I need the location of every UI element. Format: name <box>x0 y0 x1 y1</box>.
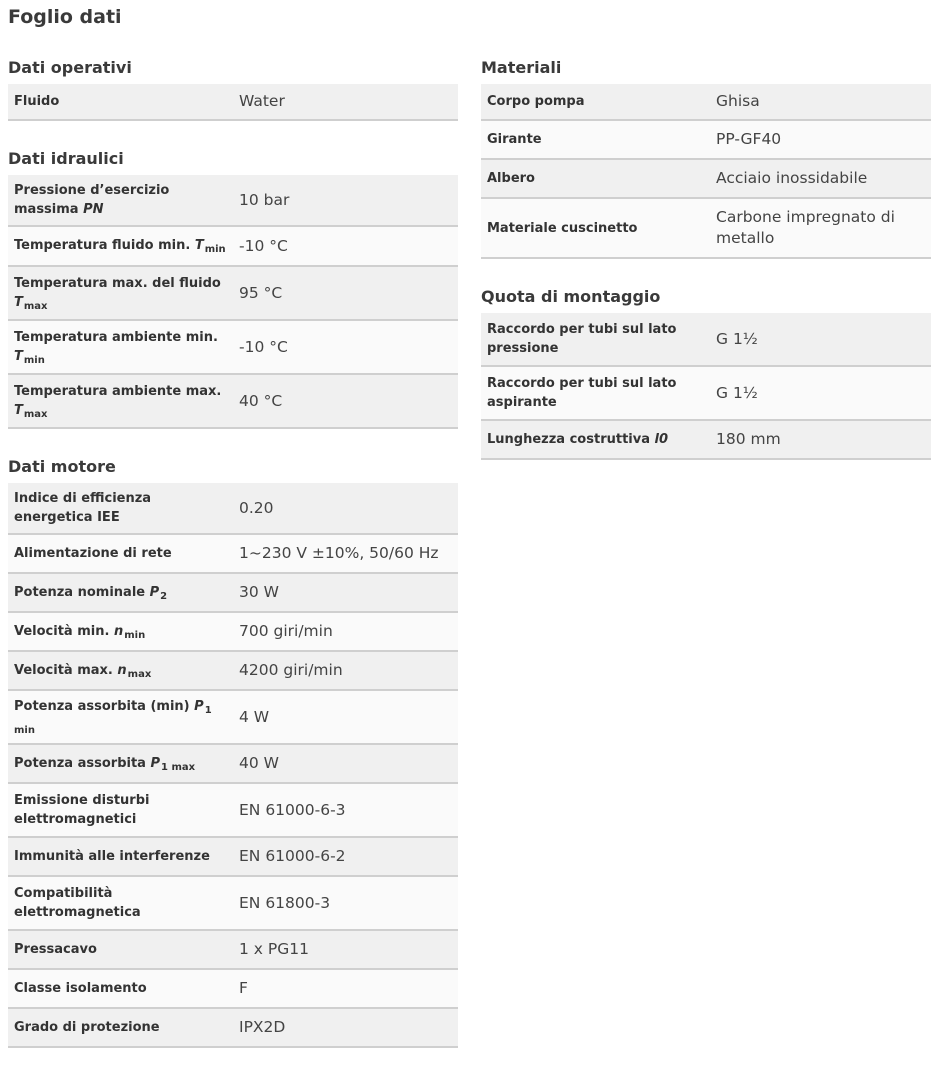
spec-symbol: T <box>14 294 23 310</box>
spec-symbol: P <box>194 699 204 714</box>
spec-value: -10 °C <box>239 236 288 255</box>
spec-value: 30 W <box>239 583 279 601</box>
spec-row-emissione-disturbi-elettromagnetici <box>8 784 458 838</box>
spec-row-fluido <box>8 84 458 121</box>
spec-table <box>8 84 458 121</box>
spec-label-text: Grado di protezione <box>14 1020 160 1035</box>
spec-value: 1 x PG11 <box>239 940 309 958</box>
spec-value: EN 61800-3 <box>239 893 331 912</box>
spec-value: 0.20 <box>239 498 274 517</box>
spec-label-text: Potenza nominale <box>14 584 146 600</box>
spec-row-velocita-max <box>8 652 458 691</box>
spec-label-text: Temperatura fluido min. <box>14 238 191 253</box>
section-dati-motore <box>8 451 458 1048</box>
spec-label <box>8 92 233 111</box>
spec-symbol: PN <box>83 202 104 217</box>
spec-label <box>481 219 710 238</box>
spec-label <box>8 940 233 959</box>
spec-label-text: Immunità alle interferenze <box>14 849 210 864</box>
spec-value: 10 bar <box>239 190 290 209</box>
spec-row-albero <box>481 160 931 199</box>
spec-value: Ghisa <box>716 92 760 110</box>
spec-label <box>8 979 233 998</box>
spec-label-text: Temperatura max. del fluido <box>14 275 221 291</box>
spec-label <box>481 430 710 449</box>
spec-label <box>8 328 233 367</box>
spec-label <box>8 754 233 774</box>
page-title: Foglio dati <box>8 6 122 28</box>
left-column <box>8 52 458 1070</box>
spec-label-text: Albero <box>487 171 535 186</box>
spec-label-text: Fluido <box>14 94 60 109</box>
spec-symbol: T <box>194 238 204 253</box>
spec-label <box>8 382 233 421</box>
spec-label-text: Temperatura ambiente max. <box>14 383 222 399</box>
section-title: Dati motore <box>8 457 116 476</box>
spec-label-text: Potenza assorbita <box>14 755 146 771</box>
spec-value: Acciaio inossidabile <box>716 169 868 187</box>
spec-row-alimentazione-di-rete <box>8 535 458 574</box>
spec-symbol-subscript: max <box>23 408 48 420</box>
spec-label <box>8 544 233 563</box>
spec-symbol-subscript: 1 min <box>14 705 212 736</box>
spec-symbol-subscript: max <box>23 300 48 312</box>
spec-row-immunita-alle-interferenze <box>8 838 458 877</box>
spec-symbol-subscript: min <box>204 244 226 255</box>
spec-value: 95 °C <box>239 283 283 302</box>
spec-row-pressacavo <box>8 931 458 970</box>
spec-table <box>8 483 458 1048</box>
spec-row-temperatura-ambiente-min <box>8 321 458 375</box>
spec-value: -10 °C <box>239 337 288 356</box>
spec-label-text: Compatibilità elettromagnetica <box>14 886 141 920</box>
section-quota-di-montaggio <box>481 281 931 460</box>
spec-label-text: Pressacavo <box>14 942 97 957</box>
spec-label-text: Materiale cuscinetto <box>487 220 638 236</box>
spec-value: 4 W <box>239 707 270 726</box>
section-materiali <box>481 52 931 259</box>
spec-label <box>481 374 710 412</box>
spec-label-text: Velocità max. <box>14 662 113 678</box>
spec-label-text: Temperatura ambiente min. <box>14 329 218 345</box>
spec-label-text: Raccordo per tubi sul lato pressione <box>487 322 677 356</box>
spec-row-temperatura-fluido-min <box>8 227 458 267</box>
spec-value: 40 °C <box>239 391 283 410</box>
spec-value: 1~230 V ±10%, 50/60 Hz <box>239 544 439 562</box>
spec-label <box>8 622 233 642</box>
spec-row-velocita-min <box>8 613 458 652</box>
spec-row-potenza-assorbita-min <box>8 691 458 745</box>
spec-row-compatibilita-elettromagnetica <box>8 877 458 931</box>
spec-table <box>481 313 931 460</box>
spec-symbol-subscript: min <box>23 354 45 366</box>
spec-label <box>8 884 233 922</box>
spec-value: 40 W <box>239 754 279 772</box>
spec-row-lunghezza-costruttiva <box>481 421 931 460</box>
section-title: Materiali <box>481 58 562 77</box>
spec-label-text: Classe isolamento <box>14 981 147 996</box>
spec-row-indice-di-efficienza-energetica-iee <box>8 483 458 535</box>
spec-symbol-subscript: max <box>127 668 152 680</box>
spec-row-corpo-pompa <box>481 84 931 121</box>
spec-label <box>481 130 710 149</box>
spec-label <box>8 847 233 866</box>
spec-value: F <box>239 979 248 997</box>
spec-label <box>8 697 233 737</box>
spec-value: 180 mm <box>716 430 781 448</box>
spec-label <box>8 274 233 313</box>
spec-label <box>8 1018 233 1037</box>
spec-row-temperatura-ambiente-max <box>8 375 458 429</box>
spec-row-girante <box>481 121 931 160</box>
spec-value: Water <box>239 92 285 110</box>
spec-table <box>481 84 931 259</box>
spec-label <box>8 791 233 829</box>
spec-label <box>8 583 233 603</box>
spec-label-text: Pressione d’esercizio massima <box>14 183 170 217</box>
right-column <box>481 52 931 482</box>
section-title: Dati operativi <box>8 58 132 77</box>
spec-value: Carbone impregnato di metallo <box>716 208 895 247</box>
spec-symbol: T <box>14 348 23 364</box>
spec-label-text: Lunghezza costruttiva <box>487 432 650 447</box>
spec-label <box>8 236 233 256</box>
spec-value: G 1½ <box>716 383 758 402</box>
spec-row-potenza-assorbita <box>8 745 458 784</box>
spec-symbol: n <box>117 662 127 678</box>
spec-row-materiale-cuscinetto <box>481 199 931 259</box>
section-title: Quota di montaggio <box>481 287 661 306</box>
spec-label <box>8 181 233 219</box>
spec-value: EN 61000-6-3 <box>239 800 346 819</box>
spec-label <box>481 320 710 358</box>
spec-table <box>8 175 458 429</box>
spec-symbol: l0 <box>654 432 669 447</box>
spec-label-text: Indice di efficienza energetica IEE <box>14 491 152 525</box>
spec-symbol: P <box>149 584 160 600</box>
spec-row-classe-isolamento <box>8 970 458 1009</box>
section-title: Dati idraulici <box>8 149 124 168</box>
spec-label-text: Corpo pompa <box>487 94 585 109</box>
spec-label-text: Girante <box>487 132 542 147</box>
spec-row-temperatura-max-del-fluido <box>8 267 458 321</box>
spec-label <box>481 92 710 111</box>
spec-value: 4200 giri/min <box>239 661 343 679</box>
spec-row-raccordo-per-tubi-sul-lato-aspirante <box>481 367 931 421</box>
spec-value: 700 giri/min <box>239 622 333 640</box>
spec-label <box>8 661 233 681</box>
spec-row-grado-di-protezione <box>8 1009 458 1048</box>
spec-label-text: Raccordo per tubi sul lato aspirante <box>487 376 677 410</box>
spec-value: EN 61000-6-2 <box>239 847 346 865</box>
spec-value: PP-GF40 <box>716 130 782 148</box>
spec-label-text: Alimentazione di rete <box>14 546 172 561</box>
spec-symbol: T <box>14 402 23 418</box>
spec-row-pressione-d-esercizio-massima <box>8 175 458 227</box>
spec-label-text: Emissione disturbi elettromagnetici <box>14 793 150 827</box>
spec-row-raccordo-per-tubi-sul-lato-pressione <box>481 313 931 367</box>
spec-symbol-subscript: min <box>124 629 146 641</box>
spec-symbol-subscript: 2 <box>160 590 168 602</box>
spec-symbol: n <box>113 623 124 639</box>
spec-symbol: P <box>150 755 161 771</box>
section-dati-operativi <box>8 52 458 121</box>
spec-label-text: Velocità min. <box>14 623 110 639</box>
spec-value: IPX2D <box>239 1018 286 1036</box>
spec-label <box>8 489 233 527</box>
spec-label <box>481 169 710 188</box>
spec-value: G 1½ <box>716 329 758 348</box>
spec-row-potenza-nominale <box>8 574 458 613</box>
spec-label-text: Potenza assorbita (min) <box>14 699 190 714</box>
spec-symbol-subscript: 1 max <box>161 761 196 773</box>
section-dati-idraulici <box>8 143 458 429</box>
